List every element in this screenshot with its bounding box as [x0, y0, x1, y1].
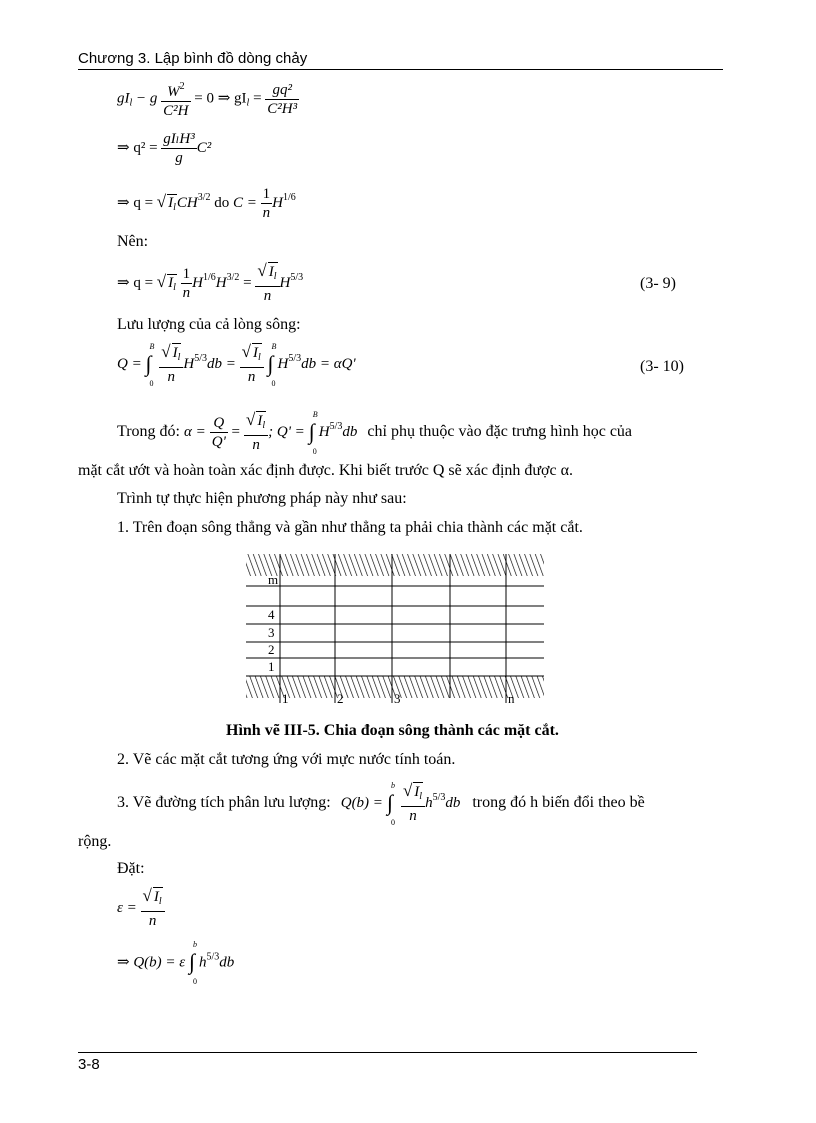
row-label-2: 2 [268, 642, 275, 657]
dat-label: Đặt: [117, 860, 145, 877]
step-3-line: 3. Vẽ đường tích phân lưu lượng: Q(b) = ∫ b 0 $\frac{√ I_l}{n}$ $h^{5/3}db$ trong đó h biến đổi theo bề [117, 780, 645, 827]
river-sections-figure [240, 548, 550, 708]
header-rule [78, 69, 723, 70]
q-b-equation: ⇒ Q(b) = ε ∫ b 0 $h^{5/3}db$ [117, 940, 235, 986]
luu-luong-text: Lưu lượng của cả lòng sông: [117, 316, 301, 333]
row-label-4: 4 [268, 607, 275, 622]
col-label-n: n [508, 691, 515, 706]
nen-label: Nên: [117, 233, 149, 250]
upper-bank-hatch [246, 554, 544, 576]
equation-number-3-9: (3- 9) [640, 275, 676, 292]
trong-do-line: Trong đó: α = $\frac{Q}{Q'}$ = $\frac{√ I_l}{n}$ ; Q' = ∫ B 0 $H^{5/3}db$ chỉ phụ thuộc vào đặc trưng hình học của [117, 409, 633, 456]
equation-number-3-10: (3- 10) [640, 358, 684, 375]
col-label-2: 2 [337, 691, 344, 706]
col-label-1: 1 [282, 691, 289, 706]
row-label-1: 1 [268, 659, 275, 674]
trong-do-line2: mặt cắt ướt và hoàn toàn xác định được. Khi biết trước Q sẽ xác định được α. [78, 462, 573, 479]
page-header-title: Chương 3. Lập bình đồ dòng chảy [78, 50, 308, 67]
equation-3-10: Q = ∫ B 0 $\frac{√ I_l}{n}$ $H^{5/3}db$ = $\frac{√ I_l}{n}$ ∫ B 0 $H^{5/3}db = \alpha Q'$ [117, 341, 356, 388]
step-1-text: 1. Trên đoạn sông thẳng và gần như thẳng ta phải chia thành các mặt cắt. [117, 519, 583, 536]
epsilon-equation: ε = $\frac{√ I_l}{n}$ [117, 887, 165, 930]
figure-caption: Hình vẽ III-5. Chia đoạn sông thành các mặt cắt. [226, 722, 559, 739]
col-label-3: 3 [394, 691, 401, 706]
footer-rule [78, 1052, 697, 1053]
row-label-m: m [268, 572, 279, 587]
equation-3: ⇒ q = √ $I_lCH^{3/2}$ do C = $\frac{1}{n}$ $H^{1/6}$ [117, 186, 296, 221]
row-label-3: 3 [268, 625, 275, 640]
equation-1: $gI_l - g$ $\frac{W^2}{\text{C²H}}$ = 0 ⇒ $gI_l$ = $\frac{\text{gq²}}{\text{C²H³}}$ [117, 78, 299, 120]
step-2-text: 2. Vẽ các mặt cắt tương ứng với mực nước tính toán. [117, 751, 456, 768]
page-number: 3-8 [78, 1056, 100, 1073]
equation-2: ⇒ q² = $\frac{\text{gIₗH³}}{g}$ C² [117, 131, 212, 166]
trinh-tu-text: Trình tự thực hiện phương pháp này như sau: [117, 490, 407, 507]
equation-3-9: ⇒ q = √ $I_l$ $\frac{1}{n}$ $H^{1/6}H^{3/2}$ = $\frac{√ I_l}{n}$ $H^{5/3}$ [117, 261, 304, 304]
step-3-line2: rộng. [78, 833, 112, 850]
